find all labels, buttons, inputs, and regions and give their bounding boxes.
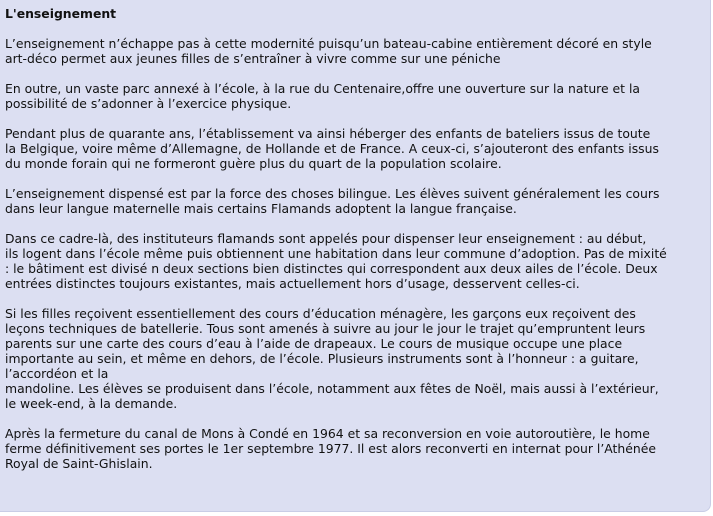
paragraph-closure: Après la fermeture du canal de Mons à Condé en 1964 et sa reconversion en voie autoroutière, le home ferme définitivement ses portes le 1er septembre 1977. Il est alors reconverti en internat pour l’Athénée Royal de Saint-Ghislain.	[5, 426, 656, 471]
paragraph-intro: L’enseignement n’échappe pas à cette modernité puisqu’un bateau-cabine entièrement décoré en style art-déco permet aux jeunes filles de s’entraîner à vivre comme sur une péniche	[5, 36, 652, 66]
paragraph-teachers: Dans ce cadre-là, des instituteurs flamands sont appelés pour dispenser leur enseignement : au début, ils logent dans l’école même puis obtiennent une habitation dans leur commune d’adoption. Pas de mixité : le bâtiment est divisé n deux sections bien distinctes qui correspondent aux deux ailes de l’école. Deux entrées distinctes toujours existantes, mais actuellement hors d’usage, desservent celles-ci.	[5, 231, 667, 291]
paragraph-bilingual: L’enseignement dispensé est par la force des choses bilingue. Les élèves suivent généralement les cours dans leur langue maternelle mais certains Flamands adoptent la langue française.	[5, 186, 660, 216]
paragraph-children: Pendant plus de quarante ans, l’établissement va ainsi héberger des enfants de bateliers issus de toute la Belgique, voire même d’Allemagne, de Hollande et de France. A ceux-ci, s’ajouteront des enfants issus du monde forain qui ne formeront guère plus du quart de la population scolaire.	[5, 126, 659, 171]
paragraph-courses: Si les filles reçoivent essentiellement des cours d’éducation ménagère, les garçons eux reçoivent des leçons techniques de batellerie. Tous sont amenés à suivre au jour le jour le trajet qu’empruntent leurs parents sur une carte des cours d’eau à l’aide de drapeaux. Le cours de musique occupe une place importante au sein, et même en dehors, de l’école. Plusieurs instruments sont à l’honneur : a guitare, l’accordéon et la mandoline. Les élèves se produisent dans l’école, notamment aux fêtes de Noël, mais aussi à l’extérieur, le week-end, à la demande.	[5, 306, 659, 411]
section-title: L'enseignement	[5, 6, 117, 21]
paragraph-park: En outre, un vaste parc annexé à l’école, à la rue du Centenaire,offre une ouverture sur la nature et la possibilité de s’adonner à l’exercice physique.	[5, 81, 641, 111]
